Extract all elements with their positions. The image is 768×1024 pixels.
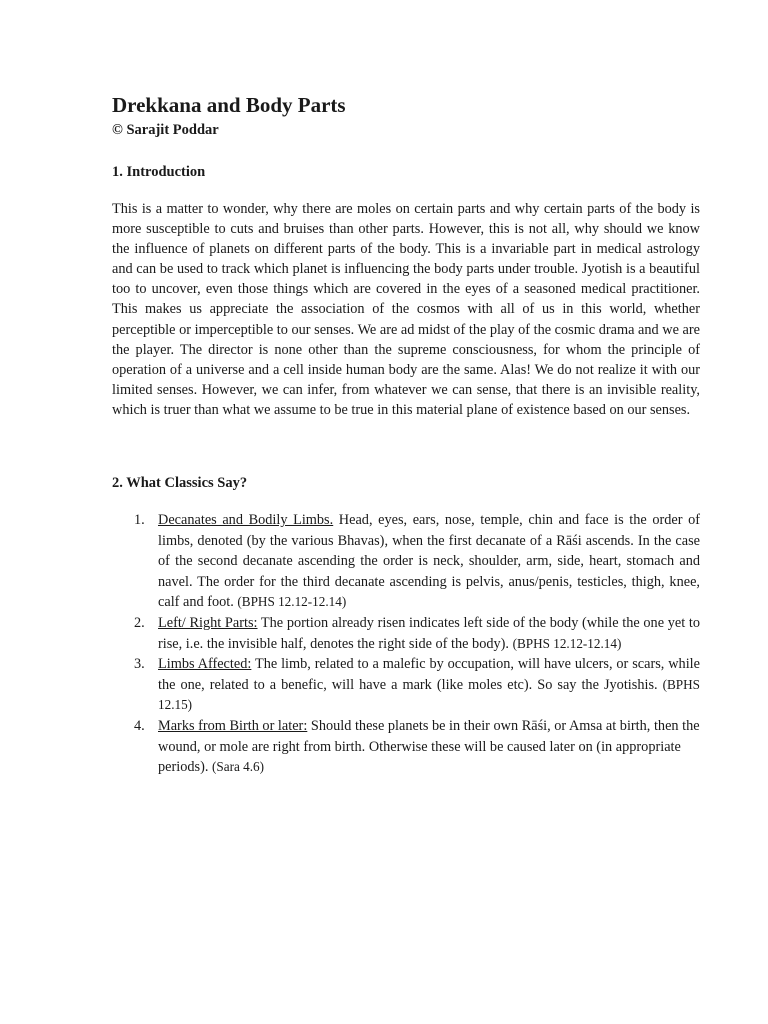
list-item-citation: (Sara 4.6) [212, 759, 264, 775]
list-item-text: Should these planets be in their own Rāśi, or Amsa at birth, then the wound, or mole are right from birth. Otherwise these will be caused later on (in appropriate periods). [158, 717, 700, 776]
list-item-lead: Decanates and Bodily Limbs. [158, 512, 334, 529]
list-item-citation: (BPHS 12.12-12.14) [237, 594, 347, 610]
classics-list [112, 510, 700, 778]
list-item-citation: (BPHS 12.12-12.14) [512, 635, 622, 651]
list-item [112, 716, 700, 778]
introduction-paragraph: This is a matter to wonder, why there are moles on certain parts and why certain parts of the body is more susceptible to cuts and bruises than other parts. However, this is not all, why should we know the influence of planets on different parts of the body. This is a invariable part in medical astrology and can be used to track which planet is influencing the body parts under trouble. Jyotish is a beautiful too to uncover, even those things which are covered in the eyes of a seasoned medical practitioner. This makes us appreciate the association of the cosmos with all of us in this world, whether perceptible or imperceptible to our senses. We are ad midst of the play of the cosmic drama and we are the player. The director is none other than the supreme consciousness, for whom the principle of operation of a universe and a cell inside human body are the same. Alas! We do not realize it with our limited senses. However, we can infer, from whatever we can sense, that there is an invisible reality, which is truer than what we assume to be true in this material plane of existence based on our senses. [112, 201, 700, 418]
list-item-number: 3. [134, 656, 145, 673]
list-item-text: The limb, related to a malefic by occupation, will have ulcers, or scars, while the one, related to a benefic, will have a mark (like moles etc). So say the Jyotishis. [158, 656, 700, 693]
list-item-text: Head, eyes, ears, nose, temple, chin and face is the order of limbs, denoted (by the various Bhavas), when the first decanate of a Rāśi ascends. In the case of the second decanate ascending the order is neck, shoulder, arm, side, heart, stomach and navel. The order for the third decanate ascending is pelvis, anus/penis, testicles, thigh, knee, calf and foot. [158, 512, 701, 611]
list-item-lead: Marks from Birth or later: [158, 717, 308, 734]
document-page [112, 92, 700, 778]
list-item-number: 2. [134, 615, 145, 631]
list-item-lead: Limbs Affected: [158, 656, 252, 673]
list-item-number: 4. [134, 717, 145, 734]
list-item-citation: (BPHS 12.15) [158, 676, 700, 713]
section-heading-classics: 2. What Classics Say? [112, 475, 248, 492]
document-author: © Sarajit Poddar [112, 122, 219, 138]
list-item [112, 510, 700, 613]
list-item-text: The portion already risen indicates left side of the body (while the one yet to rise, i.e. the invisible half, denotes the right side of the body). [158, 615, 700, 652]
list-item-lead: Left/ Right Parts: [158, 615, 258, 631]
document-title: Drekkana and Body Parts [112, 93, 346, 117]
list-item [112, 613, 700, 654]
list-item-number: 1. [134, 512, 145, 529]
section-heading-introduction: 1. Introduction [112, 164, 206, 180]
list-item [112, 654, 700, 716]
